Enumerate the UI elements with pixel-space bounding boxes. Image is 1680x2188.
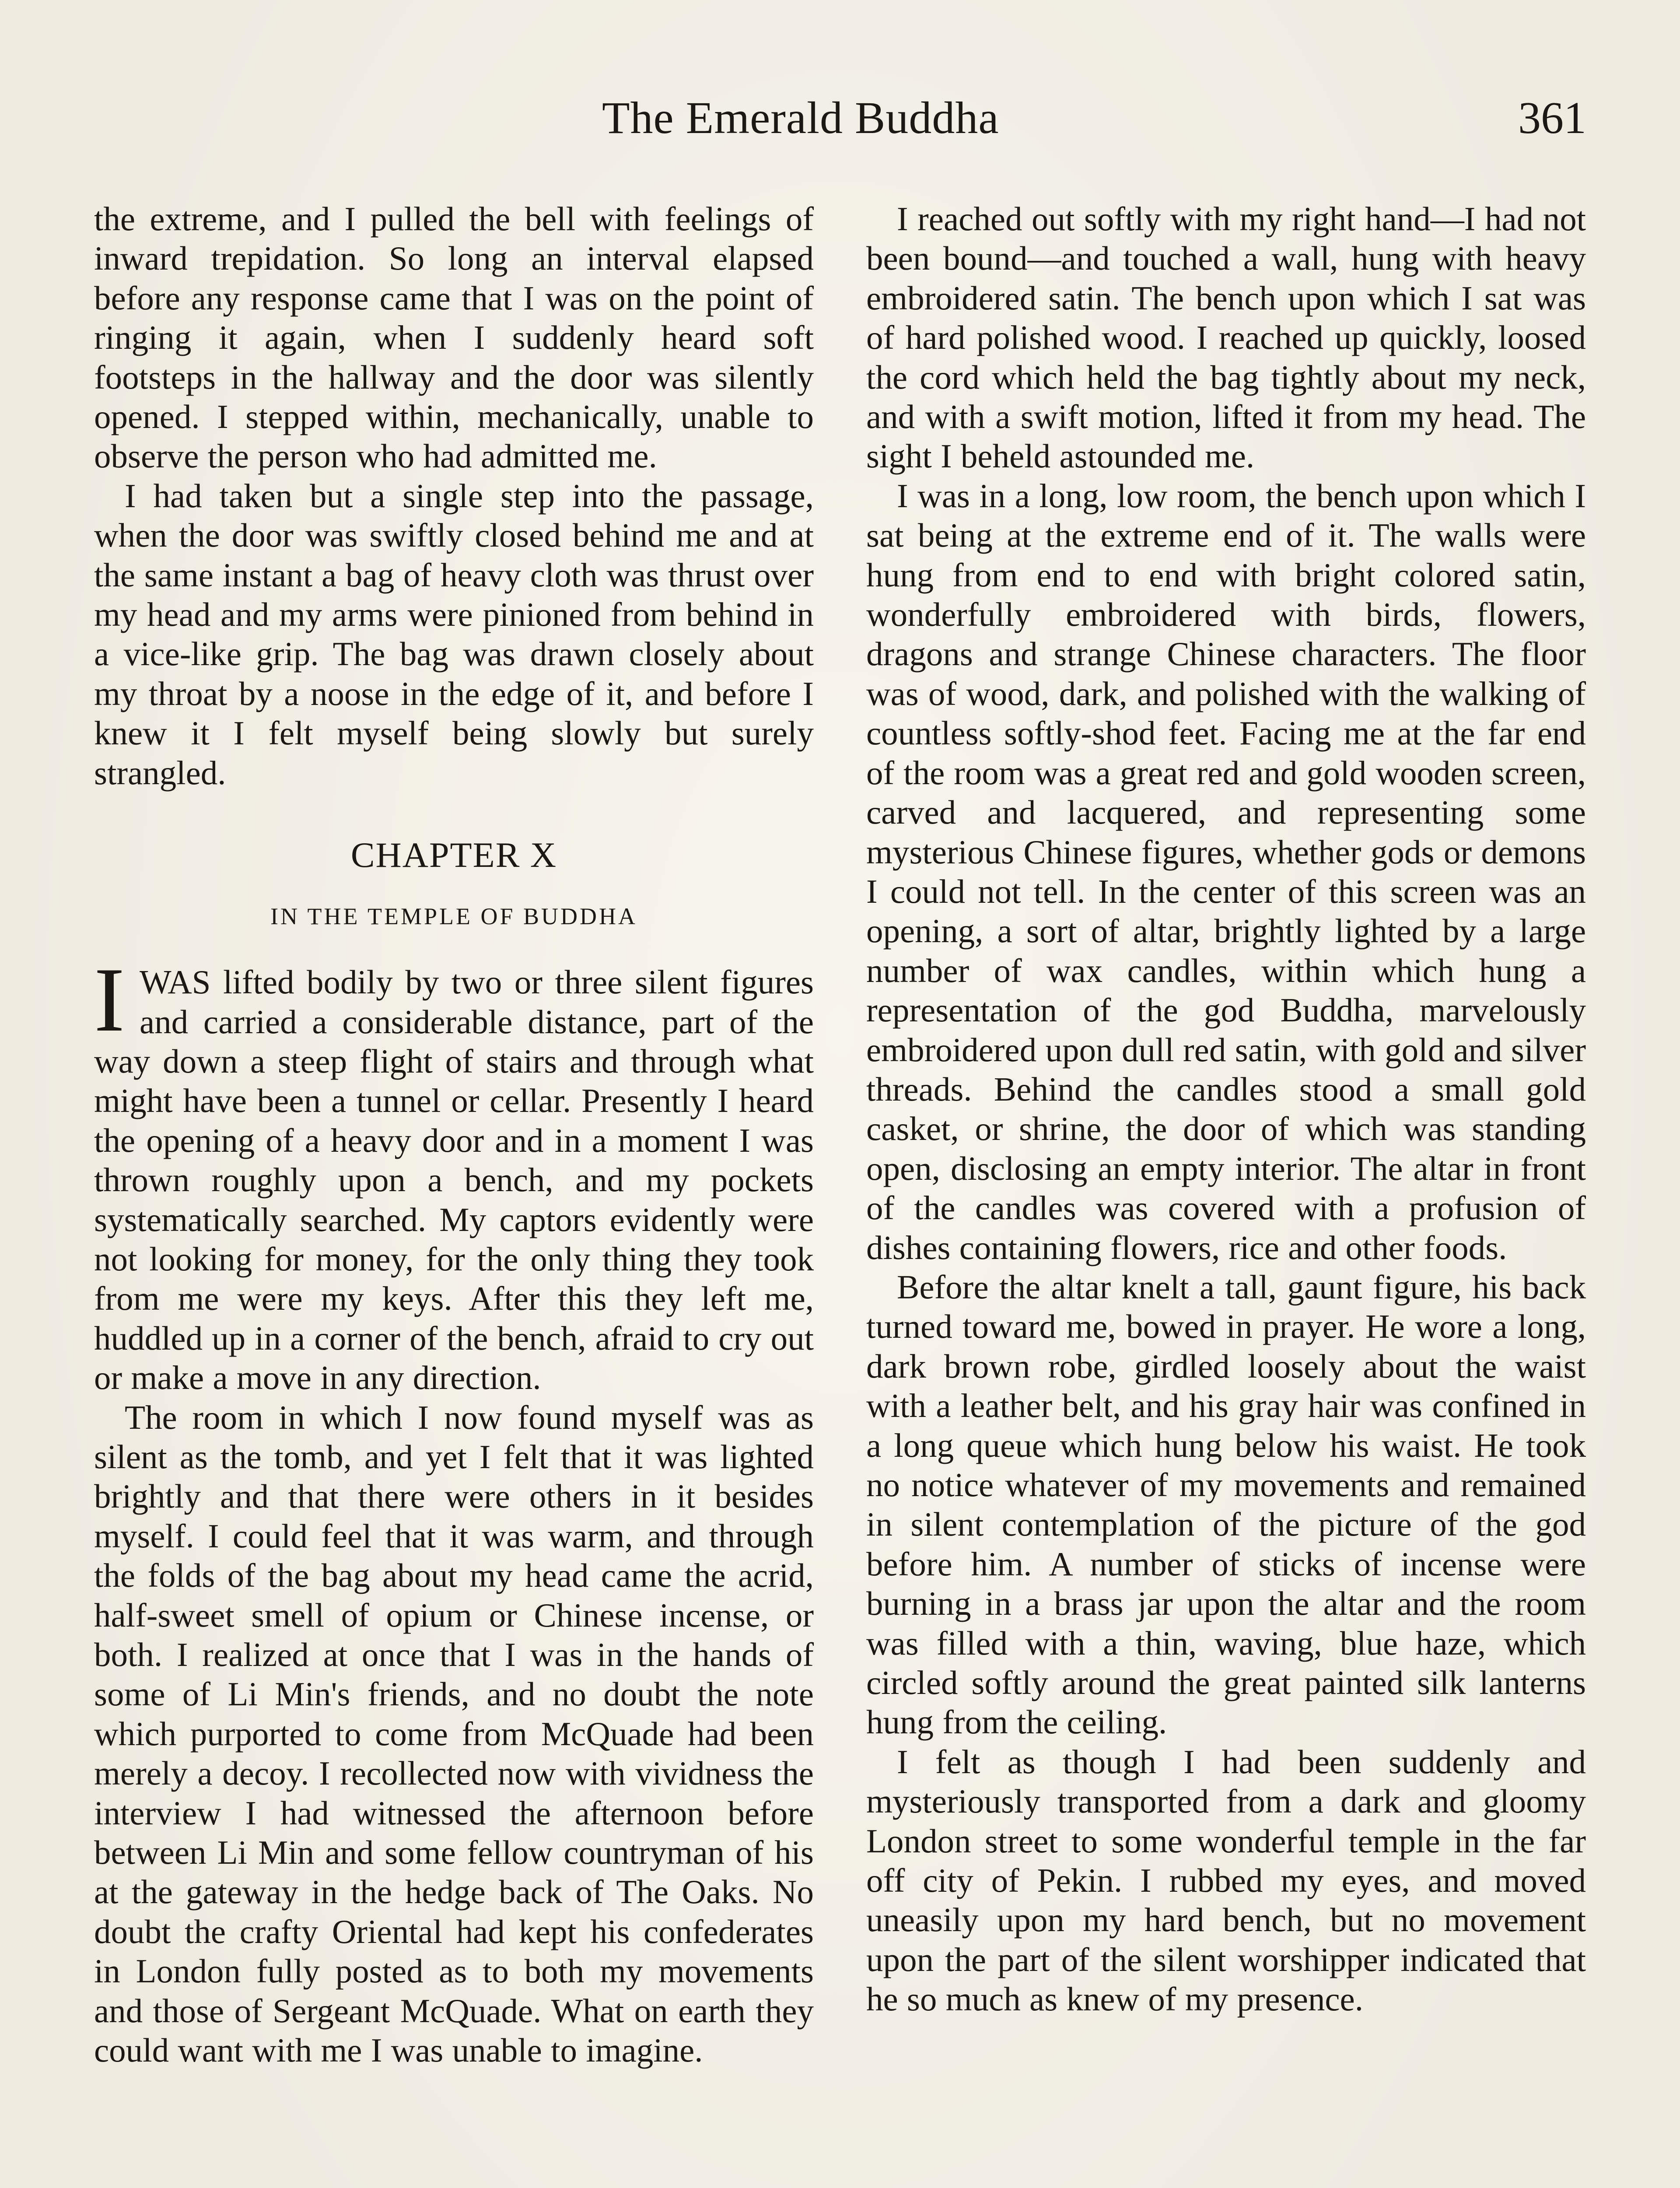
left-column bbox=[94, 199, 814, 2070]
running-header bbox=[0, 88, 1680, 158]
paragraph: The room in which I now found myself was as silent as the tomb, and yet I felt that it was lighted brightly and that there were others in it besides myself. I could feel that it was warm, and through the folds of the bag about my head came the acrid, half-sweet smell of opium or Chinese incense, or both. I realized at once that I was in the hands of some of Li Min's friends, and no doubt the note which purported to come from McQuade had been merely a decoy. I recollected now with vividness the interview I had witnessed the afternoon before between Li Min and some fellow countryman of his at the gateway in the hedge back of The Oaks. No doubt the crafty Oriental had kept his confederates in London fully posted as to both my movements and those of Sergeant McQuade. What on earth they could want with me I was unable to imagine. bbox=[94, 1398, 814, 2069]
paragraph: I had taken but a single step into the passage, when the door was swiftly closed behind me and at the same instant a bag of heavy cloth was thrust over my head and my arms were pinioned from behind in a vice-like grip. The bag was drawn closely about my throat by a noose in the edge of it, and before I knew it I felt myself being slowly but surely strangled. bbox=[94, 477, 814, 792]
right-column bbox=[866, 199, 1586, 2019]
drop-cap: I bbox=[94, 949, 125, 1051]
chapter-opening-paragraph bbox=[94, 949, 814, 1397]
chapter-subtitle: IN THE TEMPLE OF BUDDHA bbox=[270, 903, 638, 930]
paragraph: I reached out softly with my right hand—I had not been bound—and touched a wall, hung with heavy embroidered satin. The bench upon which I sat was of hard polished wood. I reached up quickly, loosed the cord which held the bag tightly about my neck, and with a swift motion, lifted it from my head. The sight I beheld astounded me. bbox=[866, 200, 1586, 475]
paragraph-continued: the extreme, and I pulled the bell with feelings of inward trepidation. So long an interval elapsed before any response came that I was on the point of ringing it again, when I suddenly heard soft footsteps in the hallway and the door was silently opened. I stepped within, mechanically, unable to observe the person who had admitted me. bbox=[94, 200, 814, 475]
paragraph: I felt as though I had been suddenly and mysteriously transported from a dark and gloomy London street to some wonderful temple in the far off city of Pekin. I rubbed my eyes, and moved uneasily upon my hard bench, but no movement upon the part of the silent worshipper indicated that he so much as knew of my presence. bbox=[866, 1743, 1586, 2018]
page-number: 361 bbox=[1518, 93, 1586, 143]
paragraph: Before the altar knelt a tall, gaunt figure, his back turned toward me, bowed in prayer. He wore a long, dark brown robe, girdled loosely about the waist with a leather belt, and his gray hair was confined in a long queue which hung below his waist. He took no notice whatever of my movements and remained in silent contemplation of the picture of the god before him. A number of sticks of incense were burning in a brass jar upon the altar and the room was filled with a thin, waving, blue haze, which circled softly around the great painted silk lanterns hung from the ceiling. bbox=[866, 1268, 1586, 1741]
running-title: The Emerald Buddha bbox=[602, 93, 999, 143]
chapter-opening-text: WAS lifted bodily by two or three silent figures and carried a considerable distance, part of the way down a steep flight of stairs and through what might have been a tunnel or cellar. Presently I heard the opening of a heavy door and in a moment I was thrown roughly upon a bench, and my pockets systematically searched. My captors evidently were not looking for money, for the only thing they took from me were my keys. After this they left me, huddled up in a corner of the bench, afraid to cry out or make a move in any direction. bbox=[94, 963, 814, 1397]
chapter-heading: CHAPTER X bbox=[350, 835, 557, 875]
paragraph: I was in a long, low room, the bench upon which I sat being at the extreme end of it. The walls were hung from end to end with bright colored satin, wonderfully embroidered with birds, flowers, dragons and strange Chinese characters. The floor was of wood, dark, and polished with the walking of countless softly-shod feet. Facing me at the far end of the room was a great red and gold wooden screen, carved and lacquered, and representing some mysterious Chinese figures, whether gods or demons I could not tell. In the center of this screen was an opening, a sort of altar, brightly lighted by a large number of wax candles, within which hung a representation of the god Buddha, marvelously embroidered upon dull red satin, with gold and silver threads. Behind the candles stood a small gold casket, or shrine, the door of which was standing open, disclosing an empty interior. The altar in front of the candles was covered with a profusion of dishes containing flowers, rice and other foods. bbox=[866, 477, 1586, 1266]
